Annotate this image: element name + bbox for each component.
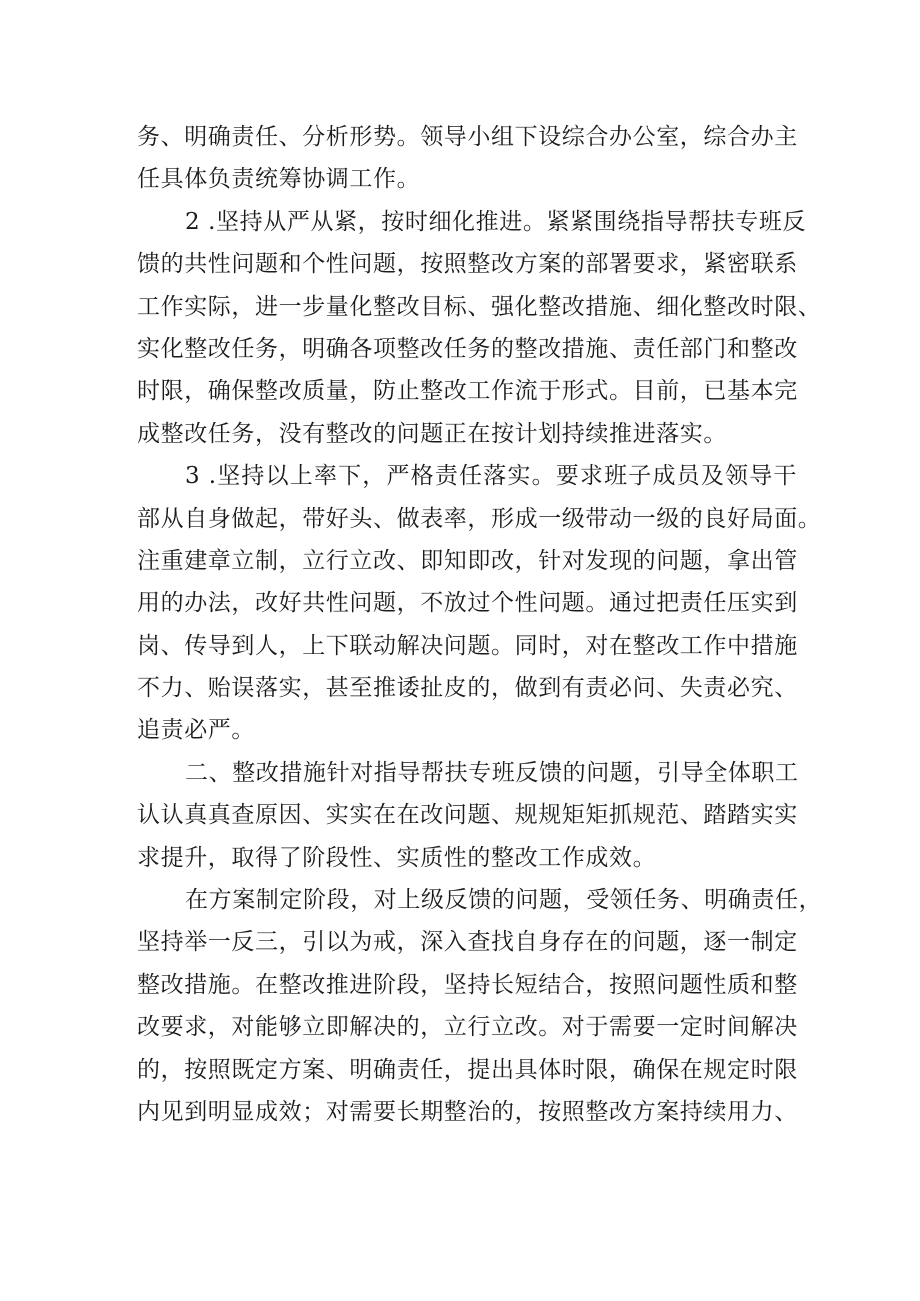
text-line: 实化整改任务，明确各项整改任务的整改措施、责任部门和整改 [137, 335, 798, 362]
text-line: 任具体负责统筹协调工作。 [137, 166, 421, 193]
text-line: 改要求，对能够立即解决的，立行立改。对于需要一定时间解决 [137, 1014, 798, 1041]
text-line: 时限，确保整改质量，防止整改工作流于形式。目前，已基本完 [137, 378, 798, 405]
text-line: 注重建章立制，立行立改、即知即改，针对发现的问题，拿出管 [137, 547, 798, 574]
text-line: 内见到明显成效；对需要长期整治的，按照整改方案持续用力、 [137, 1098, 798, 1125]
text-line: 用的办法，改好共性问题，不放过个性问题。通过把责任压实到 [137, 590, 798, 617]
text-line: 求提升，取得了阶段性、实质性的整改工作成效。 [137, 844, 657, 871]
text-line: 岗、传导到人，上下联动解决问题。同时，对在整改工作中措施 [137, 632, 798, 659]
text-line: 坚持举一反三，引以为戒，深入查找自身存在的问题，逐一制定 [137, 929, 798, 956]
text-line: 3 .坚持以上率下，严格责任落实。要求班子成员及领导干 [185, 463, 797, 490]
text-line: 2 .坚持从严从紧，按时细化推进。紧紧围绕指导帮扶专班反 [185, 208, 807, 235]
text-line: 工作实际，进一步量化整改目标、强化整改措施、细化整改时限、 [137, 293, 822, 320]
text-line: 馈的共性问题和个性问题，按照整改方案的部署要求，紧密联系 [137, 251, 798, 278]
text-line: 追责必严。 [137, 717, 255, 744]
text-line: 认认真真查原因、实实在在改问题、规规矩矩抓规范、踏踏实实 [137, 802, 798, 829]
text-line: 不力、贻误落实，甚至推诿扯皮的，做到有责必问、失责必究、 [137, 675, 798, 702]
document-body [137, 116, 823, 1133]
text-line: 整改措施。在整改推进阶段，坚持长短结合，按照问题性质和整 [137, 971, 798, 998]
text-line: 在方案制定阶段，对上级反馈的问题，受领任务、明确责任， [185, 887, 823, 914]
text-line: 的，按照既定方案、明确责任，提出具体时限，确保在规定时限 [137, 1056, 798, 1083]
text-line: 务、明确责任、分析形势。领导小组下设综合办公室，综合办主 [137, 124, 798, 150]
text-line: 成整改任务，没有整改的问题正在按计划持续推进落实。 [137, 420, 727, 447]
text-line: 二、整改措施针对指导帮扶专班反馈的问题，引导全体职工 [185, 759, 799, 786]
text-line: 部从自身做起，带好头、做表率，形成一级带动一级的良好局面。 [137, 505, 822, 532]
